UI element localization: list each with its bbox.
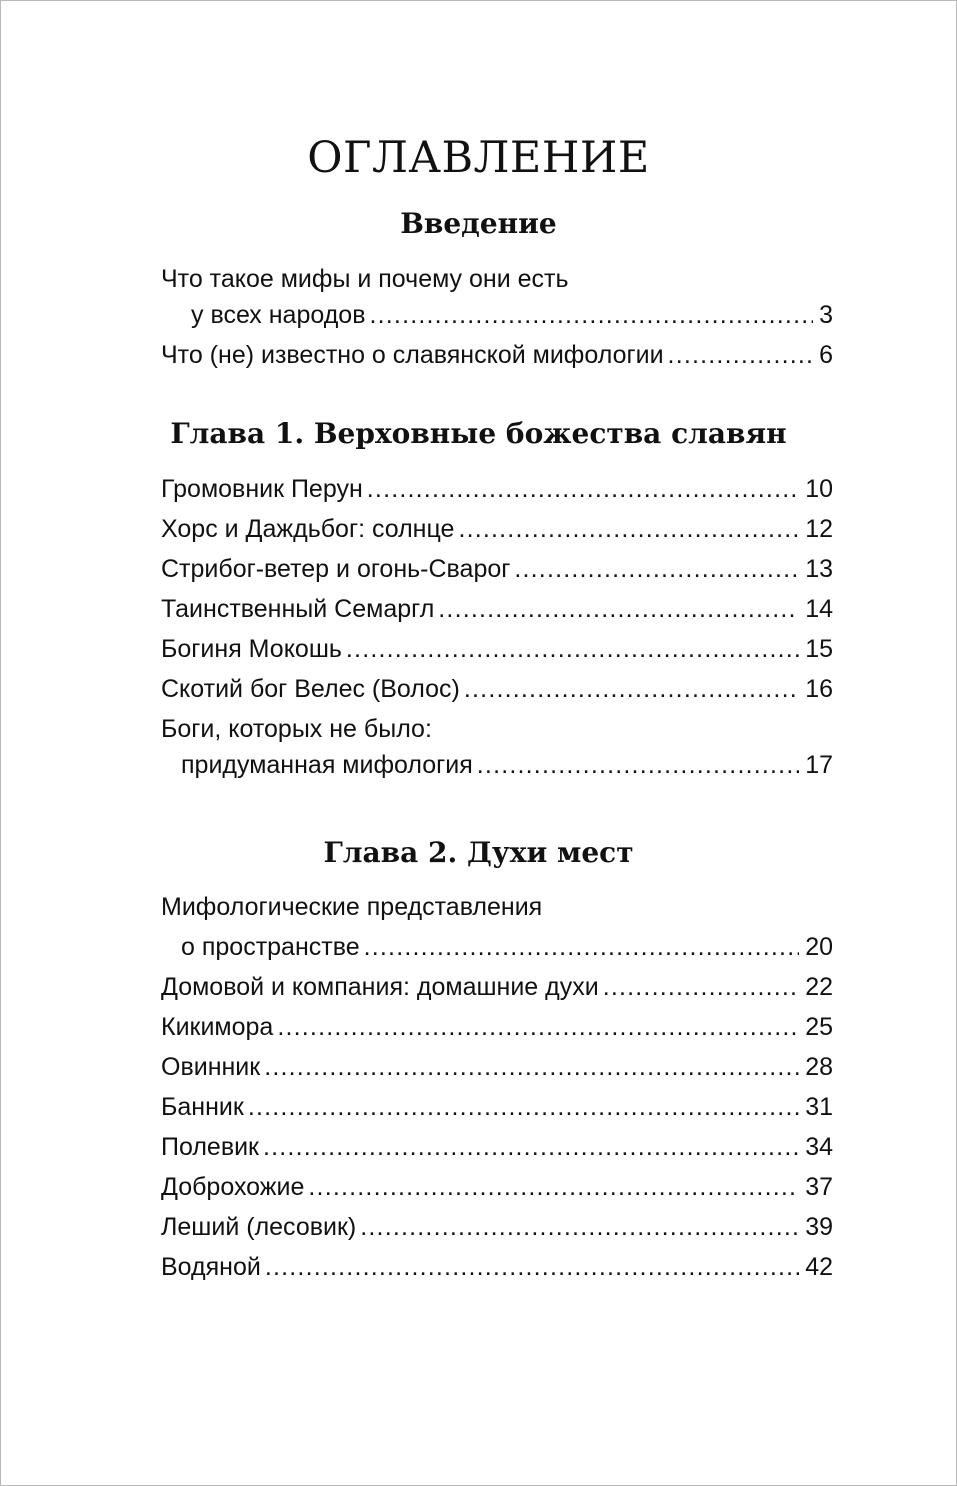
dot-leader — [458, 515, 799, 544]
toc-entry-kikimora[interactable] — [161, 1013, 833, 1053]
page-number: 37 — [805, 1173, 833, 1201]
toc-entry-domovoy[interactable] — [161, 973, 833, 1013]
entry-title: Скотий бог Велес (Волос) — [161, 675, 460, 703]
page-number: 34 — [805, 1133, 833, 1161]
page-number: 3 — [819, 301, 833, 329]
page-number: 16 — [805, 675, 833, 703]
toc-entry-polevik[interactable] — [161, 1133, 833, 1173]
page-number: 14 — [805, 595, 833, 623]
page-number: 28 — [805, 1053, 833, 1081]
entry-title: Полевик — [161, 1133, 259, 1161]
page-number: 13 — [805, 555, 833, 583]
toc-entry-what-are-myths[interactable] — [191, 301, 833, 341]
page-number: 39 — [805, 1213, 833, 1241]
dot-leader — [464, 675, 799, 704]
entry-title: Богиня Мокошь — [161, 635, 342, 663]
toc-entry-veles[interactable] — [161, 675, 833, 715]
entry-title: придуманная мифология — [181, 751, 473, 779]
dot-leader — [514, 555, 799, 584]
dot-leader — [367, 475, 799, 504]
dot-leader — [364, 933, 800, 962]
entry-title: Хорс и Даждьбог: солнце — [161, 515, 455, 543]
dot-leader — [603, 973, 799, 1002]
toc-entry-semargl[interactable] — [161, 595, 833, 635]
dot-leader — [265, 1253, 799, 1282]
dot-leader — [346, 635, 799, 664]
dot-leader — [264, 1053, 799, 1082]
toc-entry-invented-gods-line1: Боги, которых не было: — [161, 715, 432, 743]
toc-entry-ovinnik[interactable] — [161, 1053, 833, 1093]
toc-entry-perun[interactable] — [161, 475, 833, 515]
page-number: 20 — [805, 933, 833, 961]
section-heading-chapter-1: Глава 1. Верховные божества славян — [170, 417, 787, 450]
entry-title: Таинственный Семаргл — [161, 595, 435, 623]
page-number: 12 — [805, 515, 833, 543]
page-number: 10 — [805, 475, 833, 503]
page-number: 22 — [805, 973, 833, 1001]
toc-entry-stribog-svarog[interactable] — [161, 555, 833, 595]
toc-entry-invented-mythology[interactable] — [181, 751, 833, 791]
entry-title: Кикимора — [161, 1013, 274, 1041]
page-number: 25 — [805, 1013, 833, 1041]
dot-leader — [277, 1013, 799, 1042]
page-number: 31 — [805, 1093, 833, 1121]
toc-entry-bannik[interactable] — [161, 1093, 833, 1133]
toc-entry-vodyanoy[interactable] — [161, 1253, 833, 1293]
dot-leader — [668, 341, 814, 370]
toc-entry-what-are-myths-line1: Что такое мифы и почему они есть — [161, 265, 569, 293]
dot-leader — [263, 1133, 799, 1162]
dot-leader — [438, 595, 799, 624]
entry-title: Что (не) известно о славянской мифологии — [161, 341, 664, 369]
entry-title: Банник — [161, 1093, 244, 1121]
page-number: 6 — [819, 341, 833, 369]
entry-title: Овинник — [161, 1053, 261, 1081]
entry-title: Домовой и компания: домашние духи — [161, 973, 599, 1001]
toc-entry-leshy[interactable] — [161, 1213, 833, 1253]
entry-title: Громовник Перун — [161, 475, 363, 503]
toc-entry-mokosh[interactable] — [161, 635, 833, 675]
entry-title: Стрибог-ветер и огонь-Сварог — [161, 555, 511, 583]
toc-entry-space-concepts-line1: Мифологические представления — [161, 893, 543, 921]
dot-leader — [477, 751, 799, 780]
page-number: 15 — [805, 635, 833, 663]
entry-title: Водяной — [161, 1253, 261, 1281]
dot-leader — [308, 1173, 799, 1202]
section-heading-chapter-2: Глава 2. Духи мест — [323, 836, 634, 869]
entry-title: Доброхожие — [161, 1173, 305, 1201]
dot-leader — [248, 1093, 799, 1122]
page-number: 17 — [805, 751, 833, 779]
page-number: 42 — [805, 1253, 833, 1281]
entry-title: о пространстве — [181, 933, 360, 961]
toc-entry-khors-dazhdbog[interactable] — [161, 515, 833, 555]
entry-title: Леший (лесовик) — [161, 1213, 357, 1241]
page-title: ОГЛАВЛЕНИЕ — [307, 133, 650, 183]
toc-entry-slavic-mythology-known[interactable] — [161, 341, 833, 381]
entry-title: у всех народов — [191, 301, 366, 329]
dot-leader — [370, 301, 814, 330]
toc-entry-dobrokhozhie[interactable] — [161, 1173, 833, 1213]
section-heading-introduction: Введение — [400, 207, 557, 240]
dot-leader — [360, 1213, 799, 1242]
toc-entry-space-concepts[interactable] — [181, 933, 833, 973]
